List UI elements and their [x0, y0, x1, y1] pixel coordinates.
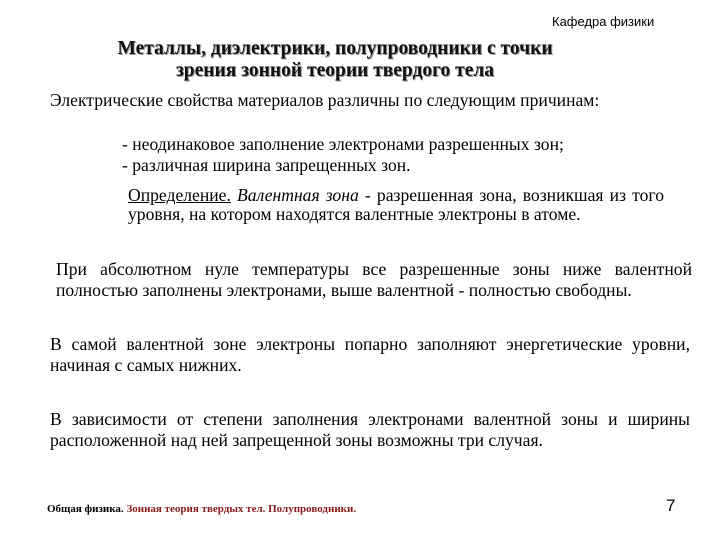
title-line-2: зрения зонной теории твердого тела — [175, 60, 495, 81]
dependence-paragraph: В зависимости от степени заполнения электронами валентной зоны и ширины расположенной над ней запрещенной зоны возможны три случая. — [50, 409, 690, 450]
definition-text: - разрешенная зона, возникшая из того уровня, на котором находятся валентные электроны в атоме. — [128, 185, 664, 224]
bullet-item-2: - различная ширина запрещенных зон. — [122, 155, 411, 175]
footer-course: Общая физика. — [47, 503, 124, 515]
bullet-item-1: - неодинаковое заполнение электронами разрешенных зон; — [122, 134, 564, 154]
valence-zone-paragraph: В самой валентной зоне электроны попарно заполняют энергетические уровни, начиная с самых нижних. — [50, 334, 690, 375]
definition-italic-term: Валентная зона — [237, 185, 359, 205]
slide-title — [40, 38, 630, 82]
page-number: 7 — [666, 496, 676, 515]
definition-paragraph — [128, 186, 664, 224]
intro-paragraph: Электрические свойства материалов различны по следующим причинам: — [50, 90, 600, 110]
absolute-zero-paragraph: При абсолютном нуле температуры все разрешенные зоны ниже валентной полностью заполнены электронами, выше валентной - полностью свободны. — [56, 259, 692, 300]
footer-topic: Зонная теория твердых тел. Полупроводники. — [126, 503, 357, 515]
footer — [47, 502, 356, 516]
department-label: Кафедра физики — [552, 14, 655, 29]
title-line-1: Металлы, диэлектрики, полупроводники с точки — [117, 38, 553, 59]
definition-term: Определение. — [128, 185, 231, 205]
